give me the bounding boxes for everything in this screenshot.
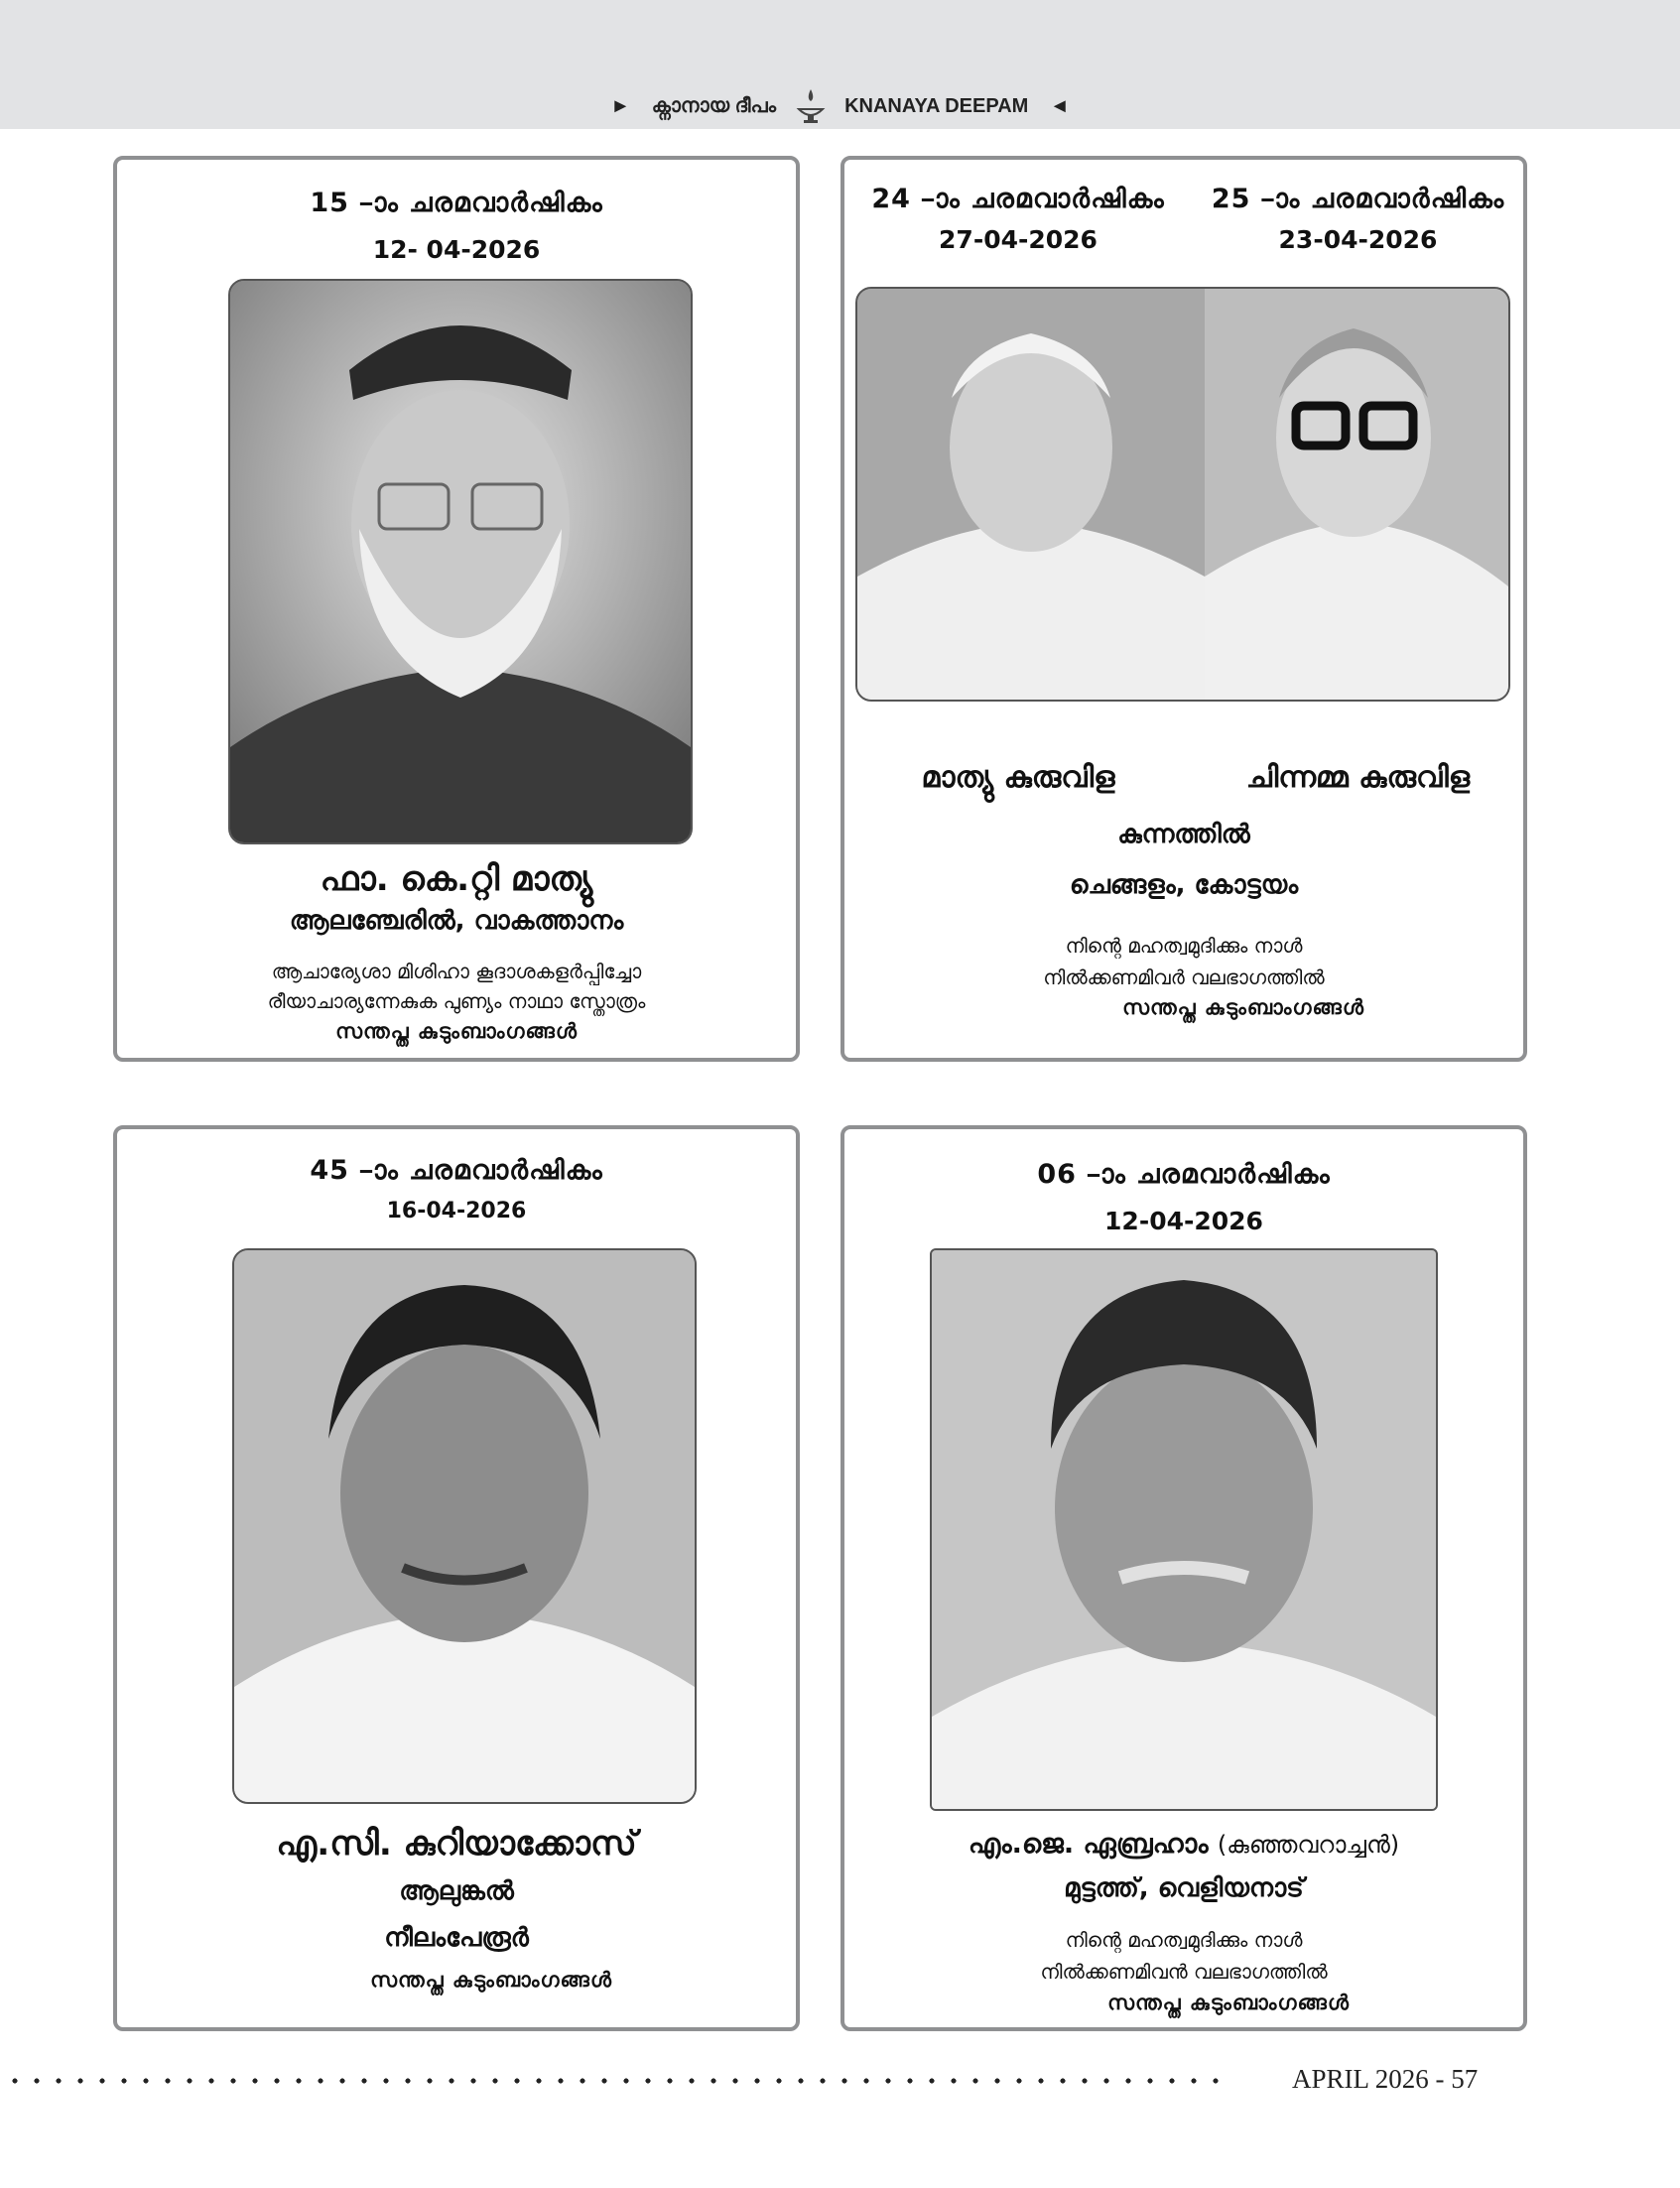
deceased-name: ഫാ. കെ.റ്റി മാത്യു (320, 859, 593, 899)
masthead-title-english: KNANAYA DEEPAM (844, 94, 1029, 117)
verse-line-1: നിന്റെ മഹത്വമുദിക്കും നാൾ (1065, 934, 1303, 958)
anniversary-date: 12- 04-2026 (372, 235, 541, 264)
deceased-place: നീലംപേരൂർ (384, 1923, 529, 1953)
deceased-place: ആലഞ്ചേരിൽ, വാകത്താനം (289, 906, 624, 936)
obituary-card-1 (113, 156, 800, 1062)
family-signature: സന്തപ്ത കുടുംബാംഗങ്ങൾ (1122, 995, 1364, 1019)
family-signature: സന്തപ്ത കുടുംബാംഗങ്ങൾ (370, 1968, 612, 1992)
anniversary-date: 16-04-2026 (386, 1199, 527, 1223)
family-signature: സന്തപ്ത കുടുംബാംഗങ്ങൾ (335, 1019, 578, 1043)
family-house-name: ആലുങ്കൽ (399, 1876, 514, 1906)
anniversary-label: 06 –ാം ചരമവാർഷികം (1037, 1159, 1331, 1190)
deceased-place: മുട്ടത്ത്, വെളിയനാട് (1064, 1873, 1304, 1903)
deceased-name: എ.സി. കുറിയാക്കോസ് (276, 1824, 637, 1864)
masthead-title-malayalam: ക്നാനായ ദീപം (651, 94, 776, 117)
verse-line-2: നിൽക്കണമിവൻ വലഭാഗത്തിൽ (1040, 1960, 1328, 1984)
anniversary-date: 12-04-2026 (1104, 1207, 1263, 1235)
obituary-card-2 (840, 156, 1527, 1062)
deceased-place: ചെങ്ങളം, കോട്ടയം (1069, 870, 1299, 900)
footer-dotted-rule (4, 2076, 1234, 2086)
anniversary-label-2: 25 –ാം ചരമവാർഷികം (1211, 184, 1505, 214)
deceased-name-1: മാത്യു കുരുവിള (921, 760, 1115, 795)
deceased-name-2: ചിന്നമ്മ കുരുവിള (1245, 760, 1471, 795)
deceased-nickname: (കുഞ്ഞവറാച്ചൻ) (1217, 1831, 1400, 1859)
anniversary-date-2: 23-04-2026 (1278, 225, 1438, 254)
verse-line-2: നിൽക്കണമിവർ വലഭാഗത്തിൽ (1043, 965, 1325, 989)
couple-portrait-photo (855, 287, 1510, 702)
verse-line-2: രീയാചാര്യന്നേകുക പുണ്യം നാഥാ സ്തോത്രം (267, 989, 646, 1013)
deceased-name: എം.ജെ. ഏബ്രഹാം (968, 1829, 1209, 1860)
portrait-photo (232, 1248, 697, 1804)
deceased-name-line (844, 1829, 1523, 1861)
anniversary-date-1: 27-04-2026 (939, 225, 1098, 254)
family-house-name: കുന്നത്തിൽ (1117, 820, 1250, 849)
anniversary-label: 45 –ാം ചരമവാർഷികം (310, 1155, 603, 1186)
portrait-photo (228, 279, 693, 844)
anniversary-label: 15 –ാം ചരമവാർഷികം (310, 188, 603, 218)
verse-line-1: ആചാര്യേശാ മിശിഹാ കൂദാശകളർപ്പിച്ചോ (271, 960, 642, 983)
masthead (0, 87, 1680, 125)
page-number: APRIL 2026 - 57 (1292, 2064, 1479, 2094)
anniversary-label-1: 24 –ാം ചരമവാർഷികം (871, 184, 1165, 214)
portrait-photo (930, 1248, 1438, 1811)
verse-line-1: നിന്റെ മഹത്വമുദിക്കും നാൾ (1065, 1928, 1303, 1952)
right-arrow-icon: ◄ (1049, 94, 1070, 117)
obituary-card-4 (840, 1125, 1527, 2031)
obituary-card-3 (113, 1125, 800, 2031)
left-arrow-icon: ► (610, 94, 631, 117)
oil-lamp-icon (796, 87, 826, 125)
family-signature: സന്തപ്ത കുടുംബാംഗങ്ങൾ (1107, 1991, 1350, 2014)
